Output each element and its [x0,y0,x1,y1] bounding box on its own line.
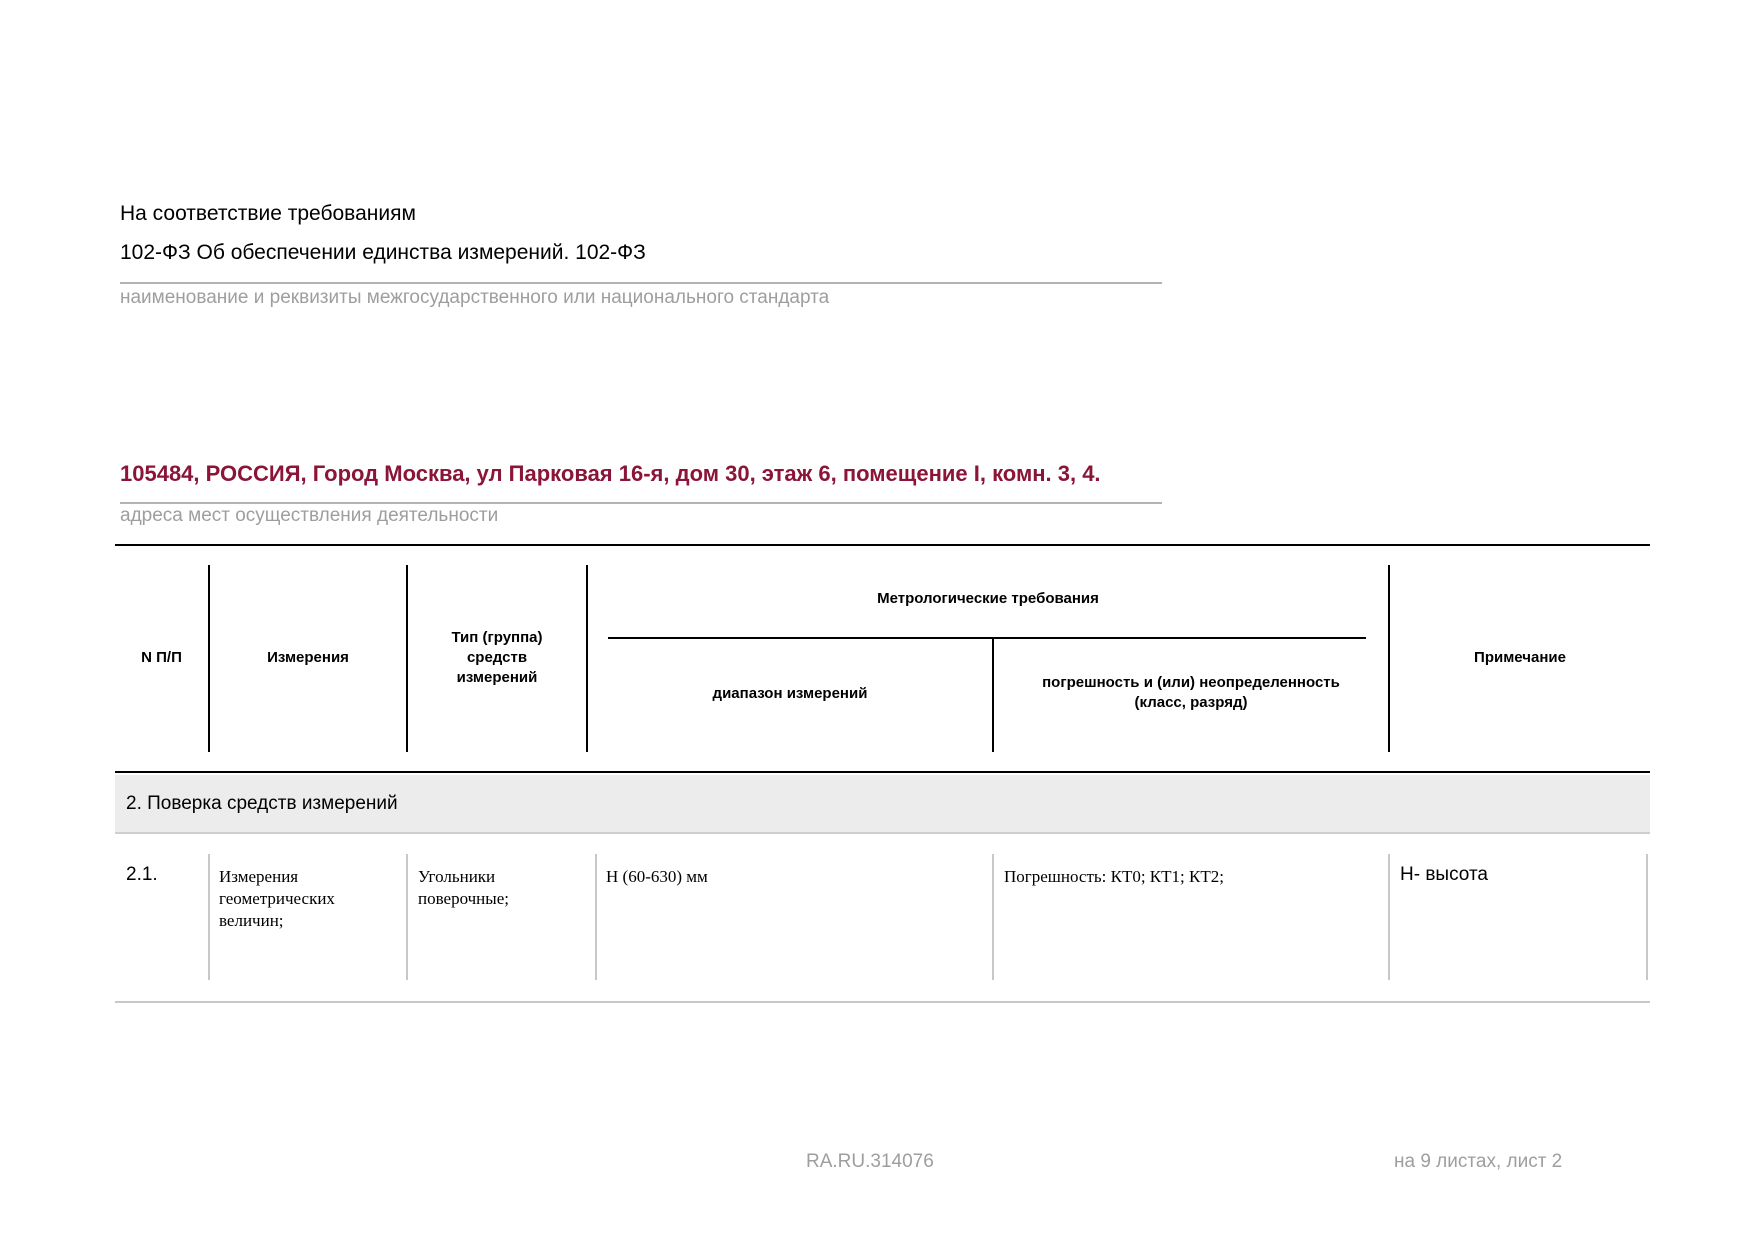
header-type [408,628,586,688]
row-error: Погрешность: КТ0; КТ1; КТ2; [1004,867,1224,886]
section-bottom-border [115,832,1650,834]
table-top-border [115,544,1650,546]
standard-underline [120,282,1162,284]
header-range: диапазон измерений [712,685,868,702]
footer-registry-number: RA.RU.314076 [806,1151,934,1172]
header-note: Примечание [1474,649,1566,666]
header-error-line: погрешность и (или) неопределенность [1042,674,1340,691]
header-type-line: Тип (группа) [451,629,543,646]
row-bottom-border [115,1001,1650,1003]
row-measurement-line: геометрических [219,889,335,908]
header-type-line: средств [466,649,528,666]
row-num: 2.1. [126,864,158,885]
address-caption: адреса мест осуществления деятельности [120,505,499,526]
section-title: 2. Поверка средств измерений [126,793,398,814]
row-divider [406,854,408,980]
header-num: N П/П [141,649,182,666]
footer-sheet-info: на 9 листах, лист 2 [1394,1151,1563,1172]
row-measurement [219,866,335,932]
row-type-line: поверочные; [418,889,509,908]
row-type-line: Угольники [418,867,496,886]
standard-caption: наименование и реквизиты межгосударственного или национального стандарта [120,287,830,308]
row-divider [1388,854,1390,980]
header-measurements: Измерения [267,649,349,666]
row-divider [992,854,994,980]
row-divider [1646,854,1648,980]
header-error [994,673,1388,713]
row-measurement-line: Измерения [219,867,299,886]
row-note: H- высота [1400,864,1488,885]
address-text: 105484, РОССИЯ, Город Москва, ул Парковая 16-я, дом 30, этаж 6, помещение I, комн. 3, 4. [120,461,1101,486]
row-measurement-line: величин; [219,911,284,930]
standard-line-2: 102-ФЗ Об обеспечении единства измерений. 102-ФЗ [120,241,646,264]
header-bottom-border [115,771,1650,773]
header-metrological: Метрологические требования [877,590,1099,607]
address-underline [120,502,1162,504]
standard-line-1: На соответствие требованиям [120,202,416,225]
row-range: H (60-630) мм [606,867,708,886]
header-type-line: измерений [456,669,538,686]
row-divider [208,854,210,980]
row-type [418,866,509,910]
header-error-line: (класс, разряд) [1134,694,1248,711]
row-divider [595,854,597,980]
metrological-divider [608,637,1366,639]
